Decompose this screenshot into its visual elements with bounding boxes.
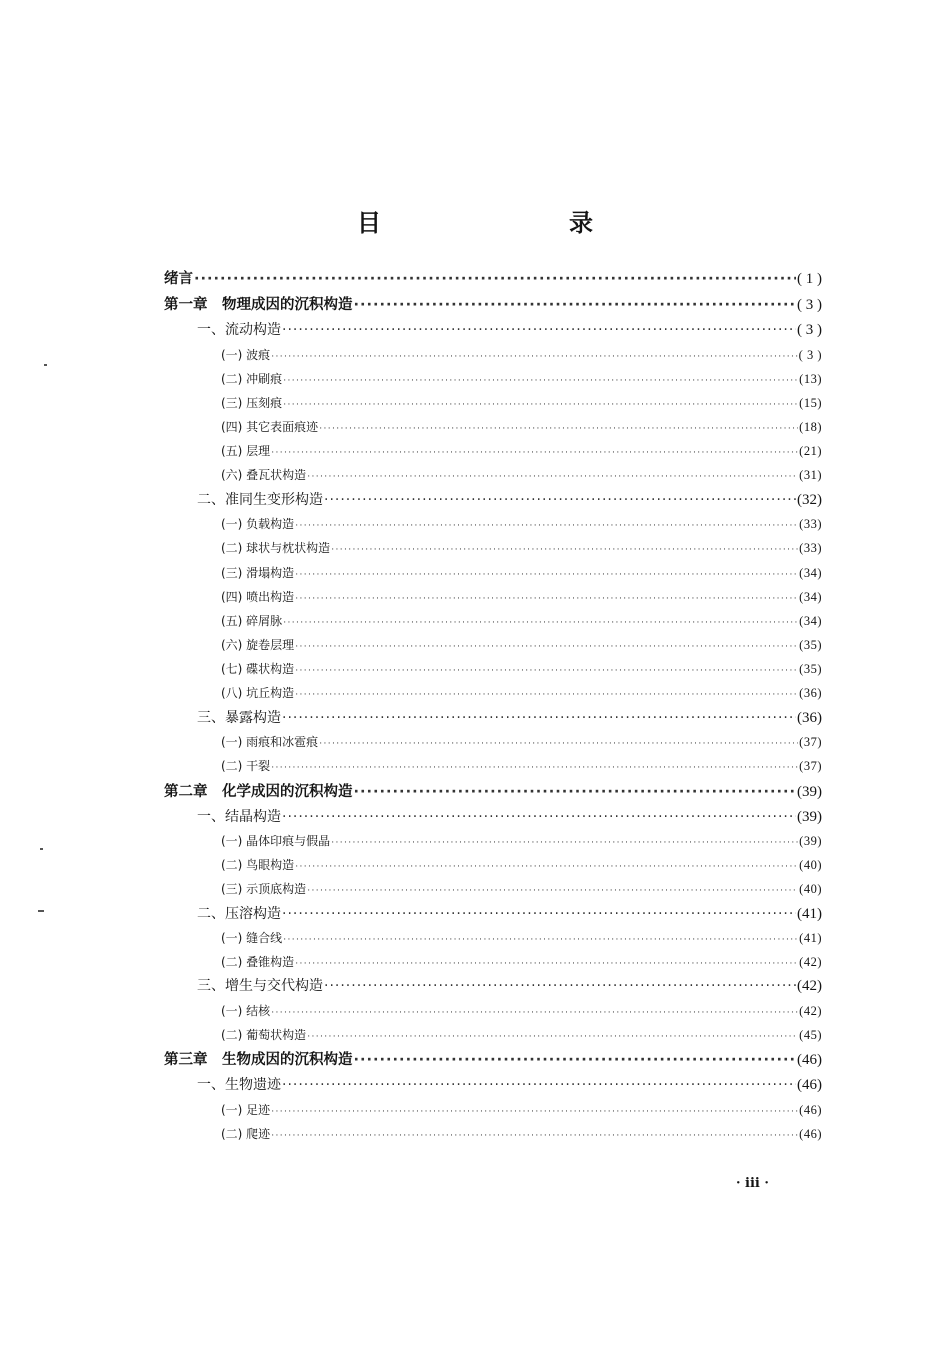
toc-entry-page: (37) bbox=[799, 735, 822, 750]
toc-entry-page: (33) bbox=[799, 541, 822, 556]
leader-dots bbox=[283, 369, 798, 391]
toc-entry-title: (四) 其它表面痕迹 bbox=[221, 420, 319, 435]
toc-entry-page: ( 3 ) bbox=[798, 347, 822, 362]
leader-dots bbox=[283, 393, 798, 415]
toc-entry-page: ( 1 ) bbox=[797, 271, 822, 287]
toc-section-entry[interactable] bbox=[164, 902, 822, 927]
toc-subsection-entry[interactable] bbox=[164, 536, 822, 560]
toc-entry-title: (一) 雨痕和冰雹痕 bbox=[221, 735, 319, 750]
leader-dots bbox=[283, 928, 798, 950]
toc-subsection-entry[interactable] bbox=[164, 853, 822, 877]
toc-entry-title: (一) 结核 bbox=[221, 1003, 271, 1018]
toc-subsection-entry[interactable] bbox=[164, 1122, 822, 1146]
leader-dots bbox=[282, 902, 796, 927]
toc-entry-title: (三) 示顶底构造 bbox=[221, 882, 307, 897]
toc-entry-title: 第一章 物理成因的沉积构造 bbox=[164, 297, 353, 313]
leader-dots bbox=[295, 563, 798, 585]
toc-entry-page: (31) bbox=[799, 468, 822, 483]
leader-dots bbox=[295, 683, 798, 705]
toc-entry-title: (七) 碟状构造 bbox=[221, 662, 295, 677]
leader-dots bbox=[282, 706, 796, 731]
toc-entry-page: (45) bbox=[799, 1028, 822, 1043]
toc-subsection-entry[interactable] bbox=[164, 367, 822, 391]
toc-entry-page: (34) bbox=[799, 589, 822, 604]
leader-dots bbox=[271, 756, 798, 778]
leader-dots bbox=[295, 855, 798, 877]
leader-dots bbox=[295, 952, 798, 974]
toc-entry-title: (五) 层理 bbox=[221, 444, 271, 459]
toc-entry-title: (三) 滑塌构造 bbox=[221, 565, 295, 580]
leader-dots bbox=[307, 879, 798, 901]
toc-subsection-entry[interactable] bbox=[164, 926, 822, 950]
toc-entry-page: (35) bbox=[799, 662, 822, 677]
toc-chapter-entry[interactable] bbox=[164, 779, 822, 805]
toc-entry-page: (39) bbox=[799, 834, 822, 848]
toc-entry-page: (42) bbox=[799, 1003, 822, 1018]
toc-subsection-entry[interactable] bbox=[164, 877, 822, 901]
leader-dots bbox=[271, 1001, 798, 1023]
leader-dots bbox=[324, 488, 796, 513]
leader-dots bbox=[271, 1124, 798, 1146]
leader-dots bbox=[282, 805, 796, 830]
toc-section-entry[interactable] bbox=[164, 1073, 822, 1098]
toc-entry-page: (37) bbox=[799, 759, 822, 774]
toc-entry-page: (41) bbox=[799, 931, 822, 946]
toc-subsection-entry[interactable] bbox=[164, 829, 822, 853]
leader-dots bbox=[295, 635, 798, 657]
leader-dots bbox=[354, 1047, 797, 1073]
toc-entry-page: (36) bbox=[799, 686, 822, 701]
toc-subsection-entry[interactable] bbox=[164, 415, 822, 439]
toc-entry-title: (二) 爬迹 bbox=[221, 1127, 271, 1141]
toc-section-entry[interactable] bbox=[164, 706, 822, 731]
toc-section-entry[interactable] bbox=[164, 805, 822, 830]
toc-section-entry[interactable] bbox=[164, 974, 822, 999]
toc-entry-title: (二) 鸟眼构造 bbox=[221, 858, 295, 873]
toc-subsection-entry[interactable] bbox=[164, 609, 822, 633]
toc-entry-title: (二) 球状与枕状构造 bbox=[221, 541, 331, 556]
leader-dots bbox=[331, 538, 798, 560]
toc-entry-title: (二) 葡萄状构造 bbox=[221, 1028, 307, 1043]
toc-entry-page: (21) bbox=[799, 444, 822, 459]
toc-entry-title: (一) 晶体印痕与假晶 bbox=[221, 834, 331, 848]
leader-dots bbox=[319, 732, 798, 754]
toc-subsection-entry[interactable] bbox=[164, 561, 822, 585]
toc-entry-title: 第三章 生物成因的沉积构造 bbox=[164, 1052, 353, 1069]
toc-entry-title: 一、生物遗迹 bbox=[197, 1077, 281, 1094]
toc-entry-title: (一) 负载构造 bbox=[221, 517, 295, 532]
toc-subsection-entry[interactable] bbox=[164, 343, 822, 367]
toc-entry-page: (39) bbox=[797, 808, 822, 825]
toc-subsection-entry[interactable] bbox=[164, 730, 822, 754]
toc-entry-title: (六) 旋卷层理 bbox=[221, 638, 295, 653]
leader-dots bbox=[295, 587, 798, 609]
toc-entry-title: 一、结晶构造 bbox=[197, 808, 281, 825]
toc-entry-page: (39) bbox=[797, 783, 822, 800]
toc-entry-title: (一) 波痕 bbox=[221, 347, 271, 362]
table-of-contents bbox=[164, 266, 822, 1146]
toc-entry-title: 二、压溶构造 bbox=[197, 905, 281, 922]
toc-entry-title: 绪言 bbox=[164, 271, 193, 287]
toc-entry-page: (33) bbox=[799, 517, 822, 532]
toc-entry-title: (六) 叠瓦状构造 bbox=[221, 468, 307, 483]
leader-dots bbox=[271, 345, 797, 367]
toc-entry-page: (42) bbox=[799, 955, 822, 970]
leader-dots bbox=[271, 441, 798, 463]
toc-entry-title: (一) 足迹 bbox=[221, 1102, 271, 1117]
toc-chapter-entry[interactable] bbox=[164, 292, 822, 318]
toc-entry-page: ( 3 ) bbox=[797, 297, 822, 313]
toc-subsection-entry[interactable] bbox=[164, 1023, 822, 1047]
toc-entry-title: (五) 碎屑脉 bbox=[221, 613, 283, 628]
toc-entry-title: 三、增生与交代构造 bbox=[197, 978, 323, 995]
leader-dots bbox=[307, 465, 798, 487]
toc-entry-page: (13) bbox=[799, 371, 822, 386]
toc-chapter-entry[interactable] bbox=[164, 266, 822, 292]
toc-subsection-entry[interactable] bbox=[164, 950, 822, 974]
leader-dots bbox=[307, 1025, 798, 1047]
toc-subsection-entry[interactable] bbox=[164, 1098, 822, 1122]
scan-speck bbox=[40, 848, 43, 850]
toc-entry-page: (15) bbox=[799, 395, 822, 410]
page-title: 目 录 bbox=[357, 209, 675, 237]
toc-subsection-entry[interactable] bbox=[164, 681, 822, 705]
toc-entry-page: (46) bbox=[797, 1052, 822, 1069]
toc-subsection-entry[interactable] bbox=[164, 512, 822, 536]
toc-entry-page: (40) bbox=[799, 882, 822, 897]
toc-entry-page: (41) bbox=[797, 905, 822, 922]
toc-subsection-entry[interactable] bbox=[164, 439, 822, 463]
toc-entry-page: (35) bbox=[799, 638, 822, 653]
toc-entry-page: (46) bbox=[799, 1127, 822, 1141]
toc-section-entry[interactable] bbox=[164, 318, 822, 343]
scan-speck bbox=[44, 364, 47, 366]
toc-subsection-entry[interactable] bbox=[164, 999, 822, 1023]
toc-entry-page: (34) bbox=[799, 613, 822, 628]
leader-dots bbox=[295, 514, 798, 536]
toc-entry-title: (二) 干裂 bbox=[221, 759, 271, 774]
toc-subsection-entry[interactable] bbox=[164, 633, 822, 657]
toc-entry-page: (18) bbox=[799, 420, 822, 435]
toc-entry-page: (34) bbox=[799, 565, 822, 580]
scan-speck bbox=[38, 910, 44, 912]
toc-entry-title: (四) 喷出构造 bbox=[221, 589, 295, 604]
toc-entry-page: (42) bbox=[797, 978, 822, 995]
toc-entry-title: (二) 冲刷痕 bbox=[221, 371, 283, 386]
toc-entry-page: (46) bbox=[797, 1077, 822, 1094]
toc-entry-title: 第二章 化学成因的沉积构造 bbox=[164, 783, 353, 800]
leader-dots bbox=[354, 292, 797, 318]
leader-dots bbox=[354, 779, 797, 805]
leader-dots bbox=[194, 266, 796, 292]
leader-dots bbox=[324, 974, 796, 999]
toc-entry-title: (一) 缝合线 bbox=[221, 931, 283, 946]
toc-entry-title: 三、暴露构造 bbox=[197, 709, 281, 726]
leader-dots bbox=[283, 611, 798, 633]
toc-entry-page: (40) bbox=[799, 858, 822, 873]
toc-entry-page: (32) bbox=[797, 491, 822, 508]
toc-entry-page: ( 3 ) bbox=[797, 322, 822, 338]
page-number-footer: · iii · bbox=[736, 1176, 769, 1191]
leader-dots bbox=[282, 1073, 796, 1098]
toc-entry-title: 一、流动构造 bbox=[197, 322, 281, 338]
leader-dots bbox=[331, 831, 798, 853]
toc-entry-title: (二) 叠锥构造 bbox=[221, 955, 295, 970]
toc-chapter-entry[interactable] bbox=[164, 1047, 822, 1073]
toc-entry-title: (三) 压刻痕 bbox=[221, 395, 283, 410]
toc-subsection-entry[interactable] bbox=[164, 391, 822, 415]
toc-subsection-entry[interactable] bbox=[164, 754, 822, 778]
toc-entry-title: (八) 坑丘构造 bbox=[221, 686, 295, 701]
toc-section-entry[interactable] bbox=[164, 488, 822, 513]
leader-dots bbox=[295, 659, 798, 681]
toc-subsection-entry[interactable] bbox=[164, 463, 822, 487]
toc-subsection-entry[interactable] bbox=[164, 585, 822, 609]
toc-subsection-entry[interactable] bbox=[164, 657, 822, 681]
leader-dots bbox=[282, 318, 796, 343]
toc-entry-title: 二、准同生变形构造 bbox=[197, 491, 323, 508]
leader-dots bbox=[271, 1100, 798, 1122]
leader-dots bbox=[319, 417, 798, 439]
toc-entry-page: (36) bbox=[797, 709, 822, 726]
toc-entry-page: (46) bbox=[799, 1102, 822, 1117]
